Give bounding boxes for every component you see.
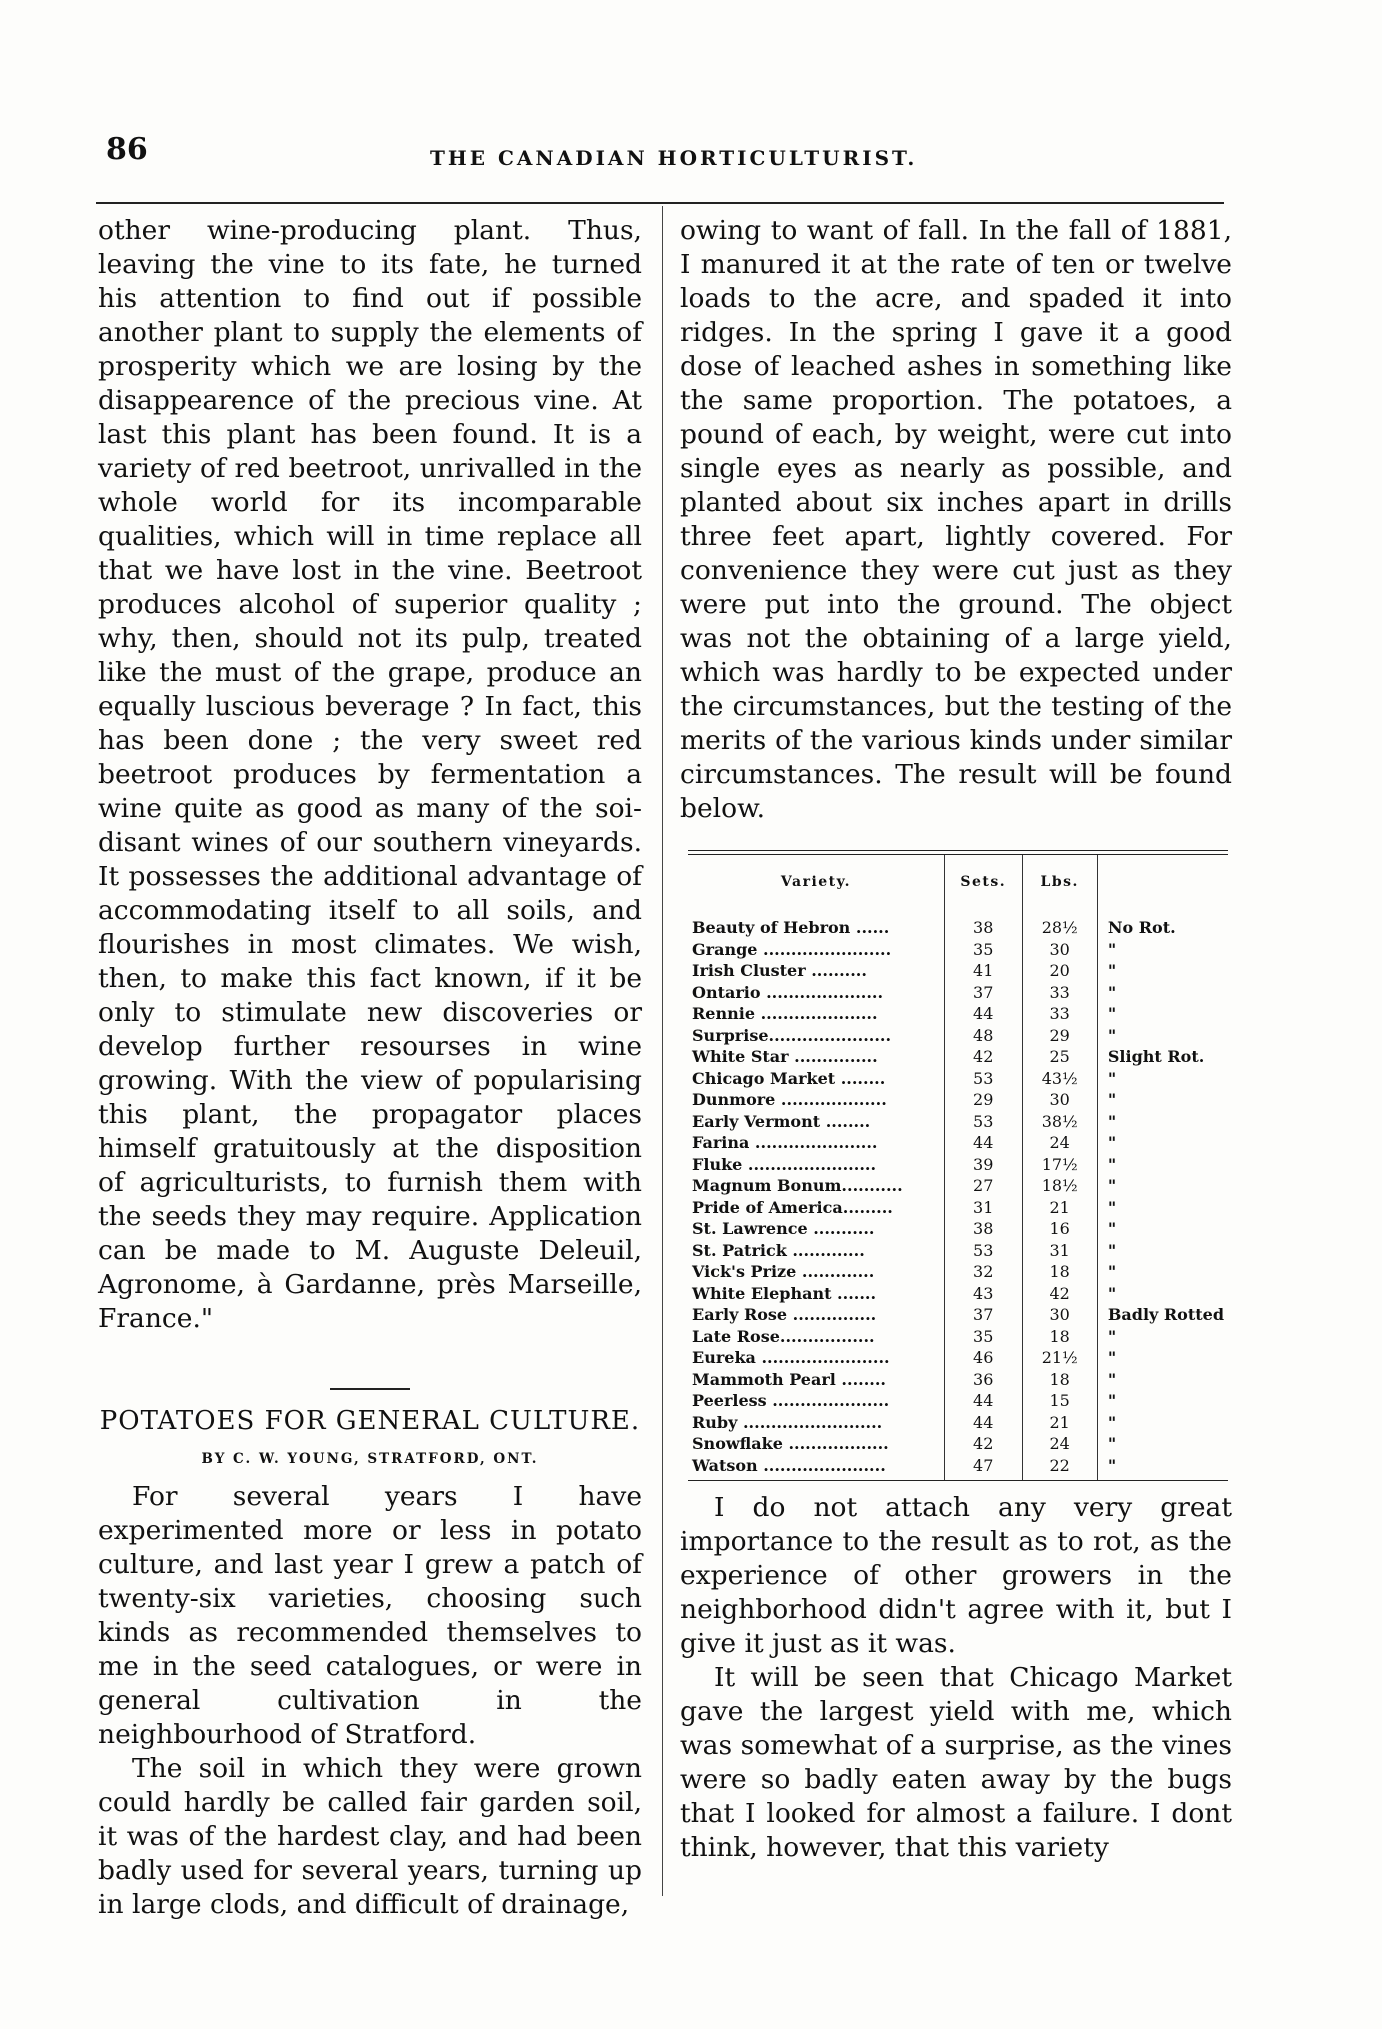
- left-paragraph-2: For several years I have experimented more or less in potato culture, and last year I grew a patch of twenty-six varieties, choosing such kinds as recommended themselves to me in the seed catalogues, or were in general cultivation in the neighbourhood of Stratford.: [98, 1481, 642, 1750]
- table-row: [688, 1390, 1228, 1412]
- lbs-cell: 28½: [1022, 909, 1097, 939]
- table-row: [688, 1132, 1228, 1154]
- sets-cell: 44: [944, 1412, 1022, 1434]
- byline: BY C. W. YOUNG, STRATFORD, ONT.: [201, 1451, 539, 1467]
- sets-cell: 42: [944, 1433, 1022, 1455]
- right-paragraph-3: It will be seen that Chicago Market gave the largest yield with me, which was somewhat of a surprise, as the vines were so badly eaten away by the bugs that I looked for almost a failure. I dont think, however, that this variety: [680, 1662, 1232, 1863]
- header-variety: Variety.: [780, 874, 852, 890]
- rot-cell: ": [1097, 1433, 1228, 1455]
- sets-cell: 35: [944, 1326, 1022, 1348]
- table-row: [688, 1261, 1228, 1283]
- lbs-cell: 20: [1022, 960, 1097, 982]
- sets-cell: 41: [944, 960, 1022, 982]
- running-head: THE CANADIAN HORTICULTURIST.: [430, 146, 918, 170]
- right-column: [680, 214, 1232, 1865]
- table-row: [688, 1068, 1228, 1090]
- sets-cell: 36: [944, 1369, 1022, 1391]
- table-row: [688, 1154, 1228, 1176]
- table-row: [688, 1347, 1228, 1369]
- table-row: [688, 1455, 1228, 1481]
- lbs-cell: 18: [1022, 1326, 1097, 1348]
- rot-cell: ": [1097, 1132, 1228, 1154]
- rot-cell: ": [1097, 1175, 1228, 1197]
- variety-cell: Early Vermont ........: [692, 1111, 871, 1131]
- sets-cell: 47: [944, 1455, 1022, 1481]
- variety-cell: Eureka .......................: [692, 1348, 890, 1367]
- article-title: POTATOES FOR GENERAL CULTURE.: [99, 1406, 641, 1436]
- left-paragraph-3: The soil in which they were grown could hardly be called fair garden soil, it was of the hardest clay, and had been badly used for several years, turning up in large clods, and difficult of drainage,: [98, 1753, 642, 1920]
- variety-cell: Snowflake ..................: [692, 1434, 889, 1453]
- lbs-cell: 38½: [1022, 1111, 1097, 1133]
- variety-cell: St. Lawrence ...........: [692, 1219, 875, 1238]
- lbs-cell: 18: [1022, 1369, 1097, 1391]
- rot-cell: ": [1097, 1111, 1228, 1133]
- column-divider: [662, 206, 663, 1896]
- variety-cell: Surprise......................: [692, 1025, 892, 1045]
- lbs-cell: 25: [1022, 1046, 1097, 1068]
- variety-cell: Grange .......................: [692, 939, 892, 959]
- variety-cell: Early Rose ...............: [692, 1305, 877, 1324]
- rot-cell: ": [1097, 1068, 1228, 1090]
- sets-cell: 31: [944, 1197, 1022, 1219]
- lbs-cell: 33: [1022, 982, 1097, 1004]
- rot-cell: ": [1097, 1025, 1228, 1047]
- lbs-cell: 24: [1022, 1132, 1097, 1154]
- variety-cell: Watson ......................: [692, 1455, 886, 1475]
- variety-cell: Dunmore ...................: [692, 1090, 887, 1109]
- sets-cell: 37: [944, 1304, 1022, 1326]
- variety-cell: Magnum Bonum...........: [692, 1176, 903, 1195]
- rot-cell: Badly Rotted: [1097, 1304, 1228, 1326]
- lbs-cell: 18: [1022, 1261, 1097, 1283]
- table-row: [688, 1175, 1228, 1197]
- table-row: [688, 1240, 1228, 1262]
- rot-cell: ": [1097, 1326, 1228, 1348]
- rot-cell: ": [1097, 1218, 1228, 1240]
- sets-cell: 53: [944, 1068, 1022, 1090]
- variety-cell: Chicago Market ........: [692, 1068, 886, 1088]
- rot-cell: Slight Rot.: [1097, 1046, 1228, 1068]
- rot-cell: ": [1097, 939, 1228, 961]
- left-column: [98, 214, 642, 1922]
- table-row: [688, 939, 1228, 961]
- variety-cell: Pride of America.........: [692, 1197, 893, 1217]
- rot-cell: ": [1097, 1369, 1228, 1391]
- variety-cell: Ruby .........................: [692, 1412, 883, 1432]
- sets-cell: 27: [944, 1175, 1022, 1197]
- rot-cell: ": [1097, 982, 1228, 1004]
- header-sets: Sets.: [944, 855, 1022, 909]
- rot-cell: ": [1097, 1283, 1228, 1305]
- sets-cell: 35: [944, 939, 1022, 961]
- variety-cell: Irish Cluster ..........: [692, 961, 867, 980]
- variety-cell: Mammoth Pearl ........: [692, 1369, 886, 1389]
- rot-cell: ": [1097, 1412, 1228, 1434]
- variety-cell: Farina ......................: [692, 1133, 878, 1152]
- lbs-cell: 29: [1022, 1025, 1097, 1047]
- rot-cell: ": [1097, 960, 1228, 982]
- lbs-cell: 22: [1022, 1455, 1097, 1481]
- right-paragraph-1: owing to want of fall. In the fall of 1881, I manured it at the rate of ten or twelve loads to the acre, and spaded it into ridges. In the spring I gave it a good dose of leached ashes in something like the same proportion. The potatoes, a pound of each, by weight, were cut into single eyes as nearly as possible, and planted about six inches apart in drills three feet apart, lightly covered. For convenience they were cut just as they were put into the ground. The object was not the obtaining of a large yield, which was hardly to be expected under the circumstances, but the testing of the merits of the various kinds under similar circumstances. The result will be found below.: [680, 215, 1232, 824]
- table-row: [688, 1089, 1228, 1111]
- variety-cell: Rennie .....................: [692, 1004, 878, 1023]
- table-row: [688, 1326, 1228, 1348]
- rot-cell: ": [1097, 1347, 1228, 1369]
- table-row: [688, 1218, 1228, 1240]
- rot-cell: ": [1097, 1003, 1228, 1025]
- rot-cell: No Rot.: [1097, 909, 1228, 939]
- table-row: [688, 1304, 1228, 1326]
- table-row: [688, 1369, 1228, 1391]
- table-header-row: [688, 855, 1228, 909]
- variety-cell: Late Rose.................: [692, 1326, 875, 1346]
- variety-cell: White Star ...............: [692, 1047, 878, 1066]
- section-divider: [330, 1388, 410, 1390]
- rot-cell: ": [1097, 1197, 1228, 1219]
- sets-cell: 53: [944, 1111, 1022, 1133]
- table-row: [688, 982, 1228, 1004]
- lbs-cell: 31: [1022, 1240, 1097, 1262]
- left-paragraph-1: other wine-producing plant. Thus, leaving the vine to its fate, he turned his attention to find out if possible another plant to supply the elements of prosperity which we are losing by the disappearence of the precious vine. At last this plant has been found. It is a variety of red beetroot, unrivalled in the whole world for its incomparable qualities, which will in time replace all that we have lost in the vine. Beetroot produces alcohol of superior quality ; why, then, should not its pulp, treated like the must of the grape, produce an equally luscious beverage ? In fact, this has been done ; the very sweet red beetroot produces by fermentation a wine quite as good as many of the soi-disant wines of our southern vineyards. It possesses the additional advantage of accommodating itself to all soils, and flourishes in most climates. We wish, then, to make this fact known, if it be only to stimulate new discoveries or develop further resourses in wine growing. With the view of popularising this plant, the propagator places himself gratuitously at the disposition of agriculturists, to furnish them with the seeds they may require. Application can be made to M. Auguste Deleuil, Agronome, à Gardanne, près Marseille, France.": [98, 215, 642, 1334]
- table-row: [688, 1111, 1228, 1133]
- lbs-cell: 17½: [1022, 1154, 1097, 1176]
- variety-cell: Ontario .....................: [692, 982, 884, 1002]
- variety-cell: Vick's Prize .............: [692, 1262, 875, 1281]
- sets-cell: 46: [944, 1347, 1022, 1369]
- table-row: [688, 1003, 1228, 1025]
- lbs-cell: 15: [1022, 1390, 1097, 1412]
- sets-cell: 29: [944, 1089, 1022, 1111]
- table-row: [688, 1412, 1228, 1434]
- rot-cell: ": [1097, 1089, 1228, 1111]
- rot-cell: ": [1097, 1261, 1228, 1283]
- lbs-cell: 33: [1022, 1003, 1097, 1025]
- table-row: [688, 960, 1228, 982]
- sets-cell: 48: [944, 1025, 1022, 1047]
- variety-cell: St. Patrick .............: [692, 1240, 865, 1260]
- lbs-cell: 30: [1022, 1089, 1097, 1111]
- sets-cell: 37: [944, 982, 1022, 1004]
- header-rot: [1097, 855, 1228, 909]
- sets-cell: 39: [944, 1154, 1022, 1176]
- variety-cell: White Elephant .......: [692, 1283, 877, 1303]
- table-bottom-rule: [688, 1480, 1228, 1481]
- header-rule: [96, 202, 1224, 204]
- lbs-cell: 42: [1022, 1283, 1097, 1305]
- potato-results-table: [688, 850, 1228, 1481]
- sets-cell: 32: [944, 1261, 1022, 1283]
- variety-cell: Fluke .......................: [692, 1154, 877, 1174]
- lbs-cell: 16: [1022, 1218, 1097, 1240]
- rot-cell: ": [1097, 1390, 1228, 1412]
- variety-cell: Beauty of Hebron ......: [692, 918, 890, 937]
- variety-cell: Peerless .....................: [692, 1391, 890, 1410]
- lbs-cell: 21: [1022, 1197, 1097, 1219]
- sets-cell: 53: [944, 1240, 1022, 1262]
- table-row: [688, 909, 1228, 939]
- lbs-cell: 21½: [1022, 1347, 1097, 1369]
- rot-cell: ": [1097, 1154, 1228, 1176]
- sets-cell: 38: [944, 1218, 1022, 1240]
- sets-cell: 44: [944, 1132, 1022, 1154]
- rot-cell: ": [1097, 1455, 1228, 1481]
- table-row: [688, 1046, 1228, 1068]
- lbs-cell: 21: [1022, 1412, 1097, 1434]
- table-row: [688, 1197, 1228, 1219]
- sets-cell: 38: [944, 909, 1022, 939]
- table-row: [688, 1283, 1228, 1305]
- sets-cell: 43: [944, 1283, 1022, 1305]
- lbs-cell: 24: [1022, 1433, 1097, 1455]
- right-paragraph-2: I do not attach any very great importance to the result as to rot, as the experience of other growers in the neighborhood didn't agree with it, but I give it just as it was.: [680, 1492, 1232, 1659]
- sets-cell: 44: [944, 1003, 1022, 1025]
- lbs-cell: 18½: [1022, 1175, 1097, 1197]
- lbs-cell: 30: [1022, 1304, 1097, 1326]
- lbs-cell: 30: [1022, 939, 1097, 961]
- sets-cell: 44: [944, 1390, 1022, 1412]
- header-lbs: Lbs.: [1022, 855, 1097, 909]
- sets-cell: 42: [944, 1046, 1022, 1068]
- lbs-cell: 43½: [1022, 1068, 1097, 1090]
- table-row: [688, 1433, 1228, 1455]
- page-number: 86: [106, 132, 148, 167]
- rot-cell: ": [1097, 1240, 1228, 1262]
- table-row: [688, 1025, 1228, 1047]
